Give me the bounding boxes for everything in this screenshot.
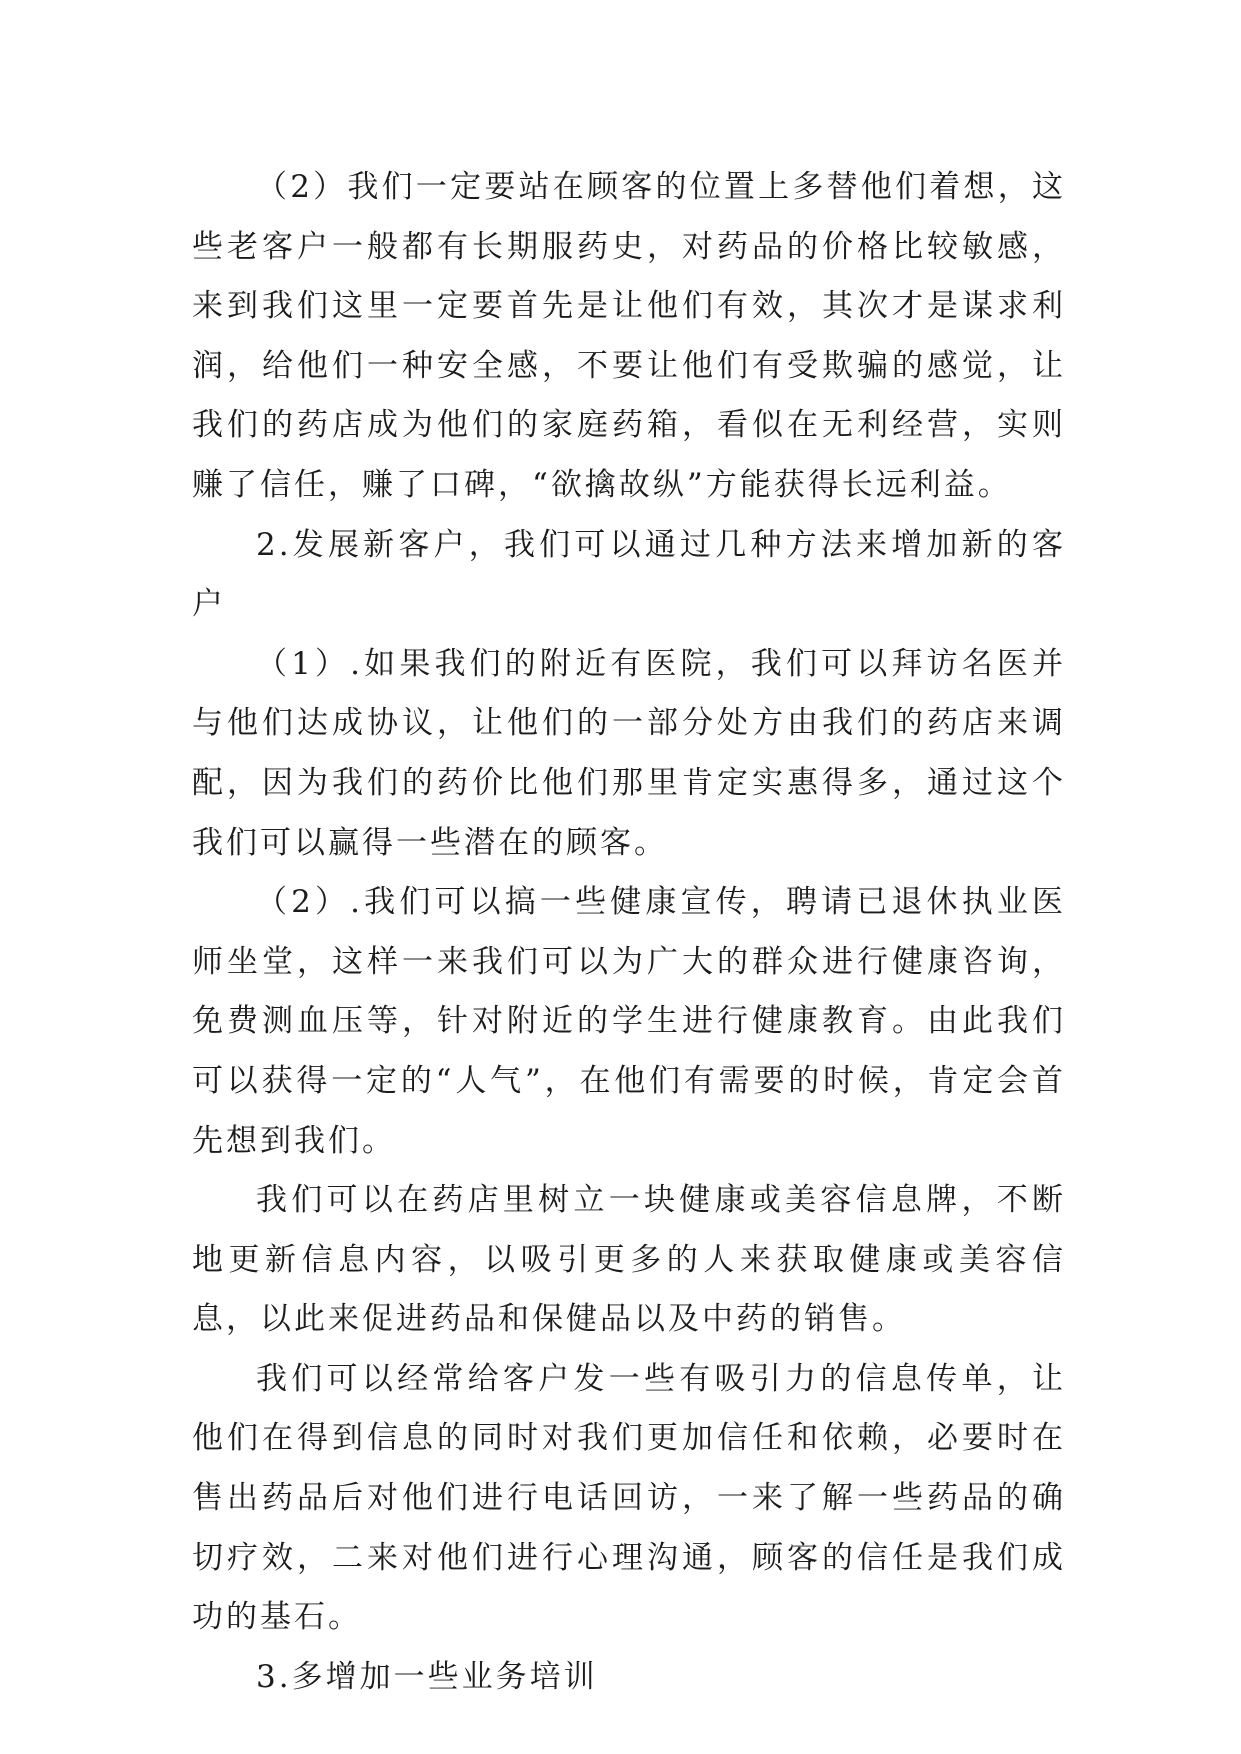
- paragraph-old-customers-point-2: （2）我们一定要站在顾客的位置上多替他们着想，这些老客户一般都有长期服药史，对药品的价格比较敏感，来到我们这里一定要首先是让他们有效，其次才是谋求利润，给他们一种安全感，不要让他们有受欺骗的感觉，让我们的药店成为他们的家庭药箱，看似在无利经营，实则赚了信任，赚了口碑，“欲擒故纵”方能获得长远利益。: [192, 169, 1066, 503]
- paragraph-flyers: 我们可以经常给客户发一些有吸引力的信息传单，让他们在得到信息的同时对我们更加信任和依赖，必要时在售出药品后对他们进行电话回访，一来了解一些药品的确切疗效，二来对他们进行心理沟通，顾客的信任是我们成功的基石。: [192, 1360, 1066, 1636]
- paragraph-training-heading: 3.多增加一些业务培训: [256, 1658, 598, 1695]
- paragraph-new-customers-heading: 2.发展新客户，我们可以通过几种方法来增加新的客户: [192, 526, 1066, 623]
- document-body: [192, 158, 1066, 1707]
- paragraph-new-customers-point-2: （2）.我们可以搞一些健康宣传，聘请已退休执业医师坐堂，这样一来我们可以为广大的群众进行健康咨询，免费测血压等，针对附近的学生进行健康教育。由此我们可以获得一定的“人气”，在他们有需要的时候，肯定会首先想到我们。: [192, 884, 1066, 1159]
- paragraph-new-customers-point-1: （1）.如果我们的附近有医院，我们可以拜访名医并与他们达成协议，让他们的一部分处方由我们的药店来调配，因为我们的药价比他们那里肯定实惠得多，通过这个我们可以赢得一些潜在的顾客。: [192, 645, 1066, 861]
- paragraph-info-board: 我们可以在药店里树立一块健康或美容信息牌，不断地更新信息内容，以吸引更多的人来获取健康或美容信息，以此来促进药品和保健品以及中药的销售。: [192, 1182, 1066, 1338]
